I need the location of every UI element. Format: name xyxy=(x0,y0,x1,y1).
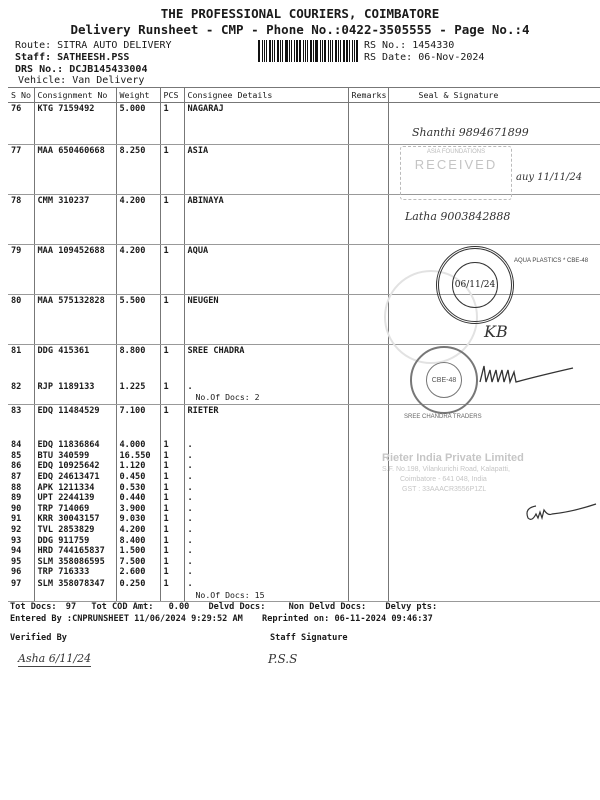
cell-sno: 84 xyxy=(11,440,22,451)
cell-weight: 0.530 xyxy=(116,483,160,494)
cell-sno: 82 xyxy=(8,381,34,405)
cell-consignee: NAGARAJ xyxy=(184,103,348,145)
rieter-stamp-line-3: Coimbatore - 641 048, India xyxy=(400,476,487,483)
drs-value: DCJB145433004 xyxy=(69,64,148,75)
rs-no-label: RS No.: xyxy=(364,40,407,51)
barcode-bar xyxy=(289,40,290,62)
table-row xyxy=(8,525,600,536)
cell-seal xyxy=(388,404,600,440)
cell-sno: 97 xyxy=(8,578,34,602)
signature-81-scribble xyxy=(478,360,578,390)
cell-consignee: . xyxy=(184,483,348,494)
barcode-bar xyxy=(294,40,295,62)
cell-weight: 1.120 xyxy=(116,461,160,472)
barcode-bar xyxy=(305,40,306,62)
sree-chandra-stamp xyxy=(410,346,478,414)
cell-remarks xyxy=(348,103,388,145)
cell-pcs: 1 xyxy=(160,195,184,245)
cell-pcs: 1 xyxy=(160,536,184,547)
cell-consignment-no: DDG 415361 xyxy=(34,345,116,381)
cell-pcs: 1 xyxy=(160,557,184,568)
cell-pcs: 1 xyxy=(160,546,184,557)
cell-consignment-no: EDQ 10925642 xyxy=(34,461,116,472)
cell-consignee: . xyxy=(184,493,348,504)
cell-weight: 16.550 xyxy=(116,451,160,462)
cell-sno: 79 xyxy=(8,245,34,295)
cell-weight: 4.000 xyxy=(116,440,160,451)
staff-signature: P.S.S xyxy=(268,652,298,666)
barcode-bar xyxy=(269,40,271,62)
cell-sno: 89 xyxy=(11,493,22,504)
cell-pcs: 1 xyxy=(160,404,184,440)
col-consignment: Consignment No xyxy=(34,88,116,103)
cell-remarks xyxy=(348,404,388,440)
non-delvd-docs-label: Non Delvd Docs: xyxy=(288,602,367,612)
consignee-name: . xyxy=(187,381,193,392)
cell-consignment-no: EDQ 11836864 xyxy=(34,440,116,451)
cell-pcs: 1 xyxy=(160,514,184,525)
cell-remarks xyxy=(348,504,388,515)
barcode-bar xyxy=(285,40,288,62)
verified-signature: Asha 6/11/24 xyxy=(18,652,92,665)
cell-weight: 2.600 xyxy=(116,567,160,578)
cell-remarks xyxy=(348,557,388,568)
drs-label: DRS No.: xyxy=(15,64,64,75)
staff-label: Staff: xyxy=(15,52,52,63)
barcode-bar xyxy=(291,40,292,62)
cell-weight: 7.100 xyxy=(116,404,160,440)
rs-date-line xyxy=(364,52,484,63)
cell-pcs: 1 xyxy=(160,472,184,483)
cell-pcs: 1 xyxy=(160,440,184,451)
barcode-bar xyxy=(266,40,267,62)
table-row xyxy=(8,557,600,568)
col-pcs: PCS xyxy=(160,88,184,103)
cell-pcs: 1 xyxy=(160,493,184,504)
barcode-bar xyxy=(296,40,298,62)
barcode-bar xyxy=(282,40,283,62)
cell-consignee: . xyxy=(184,504,348,515)
cell-consignee: . xyxy=(184,557,348,568)
cell-consignee: . xyxy=(184,472,348,483)
barcode-bar xyxy=(313,40,314,62)
barcode-bar xyxy=(262,40,263,62)
barcode-bar xyxy=(346,40,348,62)
rs-date-label: RS Date: xyxy=(364,52,413,63)
cell-weight: 5.000 xyxy=(116,103,160,145)
cell-remarks xyxy=(348,145,388,195)
route-value: SITRA AUTO DELIVERY xyxy=(57,40,172,51)
staff-signature-label: Staff Signature xyxy=(270,633,348,643)
cell-pcs: 1 xyxy=(160,525,184,536)
cell-consignment-no: DDG 911759 xyxy=(34,536,116,547)
vehicle-label: Vehicle: xyxy=(18,75,67,86)
cell-weight: 8.800 xyxy=(116,345,160,381)
cell-consignee: AQUA xyxy=(184,245,348,295)
cell-sno: 83 xyxy=(11,405,22,416)
delvy-pts-label: Delvy pts: xyxy=(385,602,438,612)
cell-sno: 87 xyxy=(11,471,22,482)
cell-consignment-no: BTU 340599 xyxy=(34,451,116,462)
cell-consignment-no: EDQ 24613471 xyxy=(34,472,116,483)
barcode-bar xyxy=(343,40,345,62)
cell-consignee: . xyxy=(184,546,348,557)
table-row xyxy=(8,567,600,578)
cell-consignment-no: SLM 358086595 xyxy=(34,557,116,568)
stamp-77-company: ASIA FOUNDATIONS xyxy=(426,149,486,155)
cell-pcs: 1 xyxy=(160,567,184,578)
rs-no-value: 1454330 xyxy=(412,40,455,51)
cell-consignee: NEUGEN xyxy=(184,295,348,345)
cell-consignment-no: SLM 358078347 xyxy=(34,578,116,602)
cell-seal xyxy=(388,536,600,547)
cell-sno: 96 xyxy=(11,567,22,578)
signature-77: auy 11/11/24 xyxy=(516,172,583,183)
tot-docs-value: 97 xyxy=(65,602,77,612)
cell-sno: 85 xyxy=(11,450,22,461)
table-header xyxy=(8,88,600,103)
barcode-bar xyxy=(320,40,321,62)
staff-value: SATHEESH.PSS xyxy=(57,52,130,63)
table-row xyxy=(8,404,600,440)
signature-76: Shanthi 9894671899 xyxy=(412,126,529,139)
cell-pcs: 1 xyxy=(160,145,184,195)
barcode-bar xyxy=(330,40,331,62)
consignee-name: . xyxy=(187,578,193,589)
rieter-stamp-line-4: GST : 33AAACR3556P1ZL xyxy=(402,486,487,493)
totals-line xyxy=(10,602,437,612)
cell-consignee: . xyxy=(184,451,348,462)
barcode-bar xyxy=(340,40,341,62)
vehicle-line xyxy=(18,75,144,86)
cell-pcs: 1 xyxy=(160,483,184,494)
table-row xyxy=(8,295,600,345)
cell-consignee: . xyxy=(184,536,348,547)
cell-seal xyxy=(388,557,600,568)
cell-sno: 94 xyxy=(11,546,22,557)
cell-remarks xyxy=(348,514,388,525)
barcode-bar xyxy=(335,40,337,62)
cell-remarks xyxy=(348,440,388,451)
docs-count-note: No.Of Docs: 2 xyxy=(195,392,260,403)
cell-remarks xyxy=(348,536,388,547)
barcode-bar xyxy=(303,40,304,62)
cell-consignment-no: TVL 2853829 xyxy=(34,525,116,536)
cell-sno: 91 xyxy=(11,514,22,525)
staff-line xyxy=(15,52,129,63)
cell-pcs: 1 xyxy=(160,245,184,295)
cell-consignment-no: CMM 310237 xyxy=(34,195,116,245)
cell-sno: 81 xyxy=(11,346,22,356)
tot-cod-label: Tot COD Amt: xyxy=(91,602,154,612)
cell-seal xyxy=(388,567,600,578)
table-row xyxy=(8,578,600,602)
cell-sno: 92 xyxy=(11,524,22,535)
col-remarks: Remarks xyxy=(348,88,388,103)
cell-sno: 78 xyxy=(8,195,34,245)
cell-consignment-no: KTG 7159492 xyxy=(34,103,116,145)
cell-weight: 7.500 xyxy=(116,557,160,568)
cell-consignee: . xyxy=(184,514,348,525)
cell-pcs: 1 xyxy=(160,451,184,462)
cell-pcs: 1 xyxy=(160,345,184,381)
cell-pcs: 1 xyxy=(160,578,184,602)
cell-remarks xyxy=(348,195,388,245)
cell-consignment-no: TRP 714069 xyxy=(34,504,116,515)
signature-83 xyxy=(522,500,598,530)
signature-80: KB xyxy=(484,322,508,341)
table-row xyxy=(8,546,600,557)
signature-78: Latha 9003842888 xyxy=(405,210,511,223)
cell-weight: 4.200 xyxy=(116,245,160,295)
col-weight: Weight xyxy=(116,88,160,103)
cell-sno: 95 xyxy=(11,556,22,567)
cell-consignee: SREE CHADRA xyxy=(184,345,348,381)
barcode xyxy=(258,40,358,62)
table-row xyxy=(8,536,600,547)
col-sno: S No xyxy=(8,88,34,103)
rieter-stamp xyxy=(382,452,524,495)
cell-weight: 3.900 xyxy=(116,504,160,515)
barcode-bar xyxy=(280,40,281,62)
cell-sno: 86 xyxy=(11,461,22,472)
barcode-bar xyxy=(356,40,358,62)
barcode-bar xyxy=(349,40,350,62)
barcode-bar xyxy=(258,40,260,62)
cell-pcs: 1 xyxy=(160,295,184,345)
cell-remarks xyxy=(348,345,388,381)
tot-cod-value: 0.00 xyxy=(168,602,190,612)
entered-by-line xyxy=(10,614,433,624)
cell-consignment-no: EDQ 11484529 xyxy=(34,404,116,440)
barcode-bar xyxy=(272,40,273,62)
stamp-81-ring-text: SREE CHANDRA TRADERS xyxy=(404,414,482,420)
cell-remarks xyxy=(348,546,388,557)
barcode-bar xyxy=(264,40,265,62)
cell-consignment-no: MAA 575132828 xyxy=(34,295,116,345)
col-consignee: Consignee Details xyxy=(184,88,348,103)
barcode-bar xyxy=(299,40,301,62)
cell-sno: 90 xyxy=(11,503,22,514)
cell-consignment-no: KRR 30043157 xyxy=(34,514,116,525)
col-seal: Seal & Signature xyxy=(388,88,600,103)
table-row xyxy=(8,514,600,525)
cell-consignee: ASIA xyxy=(184,145,348,195)
cell-pcs: 1 xyxy=(160,381,184,405)
runsheet-subtitle: Delivery Runsheet - CMP - Phone No.:0422-3505555 - Page No.:4 xyxy=(70,22,530,37)
received-stamp-77 xyxy=(400,146,512,200)
cell-remarks xyxy=(348,578,388,602)
cell-weight: 1.225 xyxy=(116,381,160,405)
cell-consignee: . xyxy=(184,461,348,472)
cell-consignee: ABINAYA xyxy=(184,195,348,245)
barcode-bar xyxy=(324,40,326,62)
barcode-bar xyxy=(354,40,355,62)
cell-remarks xyxy=(348,567,388,578)
cell-consignment-no: RJP 1189133 xyxy=(34,381,116,405)
company-title: THE PROFESSIONAL COURIERS, COIMBATORE xyxy=(160,6,440,21)
cell-remarks xyxy=(348,525,388,536)
entered-by: Entered By :CNPRUNSHEET 11/06/2024 9:29:52 AM xyxy=(10,614,243,624)
drs-line xyxy=(15,64,147,75)
barcode-bar xyxy=(338,40,339,62)
cell-sno: 80 xyxy=(8,295,34,345)
stamp-79-date: 06/11/24 xyxy=(452,262,498,308)
cell-consignment-no: TRP 716333 xyxy=(34,567,116,578)
verified-by-label: Verified By xyxy=(10,633,67,643)
cell-pcs: 1 xyxy=(160,504,184,515)
cell-seal xyxy=(388,546,600,557)
barcode-bar xyxy=(307,40,308,62)
barcode-bar xyxy=(328,40,329,62)
stamp-81-center: CBE-48 xyxy=(426,362,462,398)
vehicle-value: Van Delivery xyxy=(72,75,145,86)
cell-consignment-no: MAA 109452688 xyxy=(34,245,116,295)
cell-sno: 77 xyxy=(8,145,34,195)
cell-consignment-no: UPT 2244139 xyxy=(34,493,116,504)
cell-weight: 4.200 xyxy=(116,195,160,245)
cell-consignee: . xyxy=(184,567,348,578)
cell-weight: 0.450 xyxy=(116,472,160,483)
cell-remarks xyxy=(348,295,388,345)
delvd-docs-label: Delvd Docs: xyxy=(208,602,266,612)
barcode-bar xyxy=(332,40,333,62)
table-row xyxy=(8,504,600,515)
cell-sno: 88 xyxy=(11,482,22,493)
barcode-bar xyxy=(315,40,318,62)
cell-weight: 0.440 xyxy=(116,493,160,504)
cell-weight: 8.400 xyxy=(116,536,160,547)
route-label: Route: xyxy=(15,40,52,51)
cell-weight: 4.200 xyxy=(116,525,160,536)
cell-seal xyxy=(388,440,600,451)
cell-weight: 8.250 xyxy=(116,145,160,195)
docs-count-note: No.Of Docs: 15 xyxy=(195,589,265,600)
rieter-stamp-line-1: Rieter India Private Limited xyxy=(382,452,524,464)
cell-weight: 0.250 xyxy=(116,578,160,602)
rs-date-value: 06-Nov-2024 xyxy=(418,52,485,63)
table-row xyxy=(8,440,600,451)
cell-weight: 1.500 xyxy=(116,546,160,557)
cell-sno: 93 xyxy=(11,535,22,546)
cell-consignment-no: MAA 650460668 xyxy=(34,145,116,195)
cell-consignee: . xyxy=(184,440,348,451)
rieter-stamp-line-2: S.F. No.198, Vilankurichi Road, Kalapatti, xyxy=(382,466,510,473)
cell-consignment-no: APK 1211334 xyxy=(34,483,116,494)
reprinted-on: Reprinted on: 06-11-2024 09:46:37 xyxy=(262,614,433,624)
cell-remarks xyxy=(348,381,388,405)
cell-sno: 76 xyxy=(8,103,34,145)
tot-docs-label: Tot Docs: xyxy=(10,602,57,612)
cell-consignment-no: HRD 744165837 xyxy=(34,546,116,557)
barcode-bar xyxy=(277,40,279,62)
cell-pcs: 1 xyxy=(160,103,184,145)
cell-weight: 9.030 xyxy=(116,514,160,525)
barcode-bar xyxy=(352,40,353,62)
stamp-77-received: RECEIVED xyxy=(414,157,498,172)
cell-weight: 5.500 xyxy=(116,295,160,345)
barcode-bar xyxy=(322,40,323,62)
cell-consignee xyxy=(184,381,348,405)
barcode-bar xyxy=(310,40,312,62)
rs-no-line xyxy=(364,40,454,51)
cell-consignee: . xyxy=(184,525,348,536)
cell-consignee xyxy=(184,578,348,602)
aqua-plastics-stamp xyxy=(436,246,514,324)
cell-remarks xyxy=(348,245,388,295)
barcode-bar xyxy=(274,40,275,62)
cell-consignee: RIETER xyxy=(184,404,348,440)
route-line xyxy=(15,40,172,51)
cell-seal xyxy=(388,578,600,602)
cell-pcs: 1 xyxy=(160,461,184,472)
stamp-79-ring-text: AQUA PLASTICS * CBE-48 xyxy=(514,258,589,264)
